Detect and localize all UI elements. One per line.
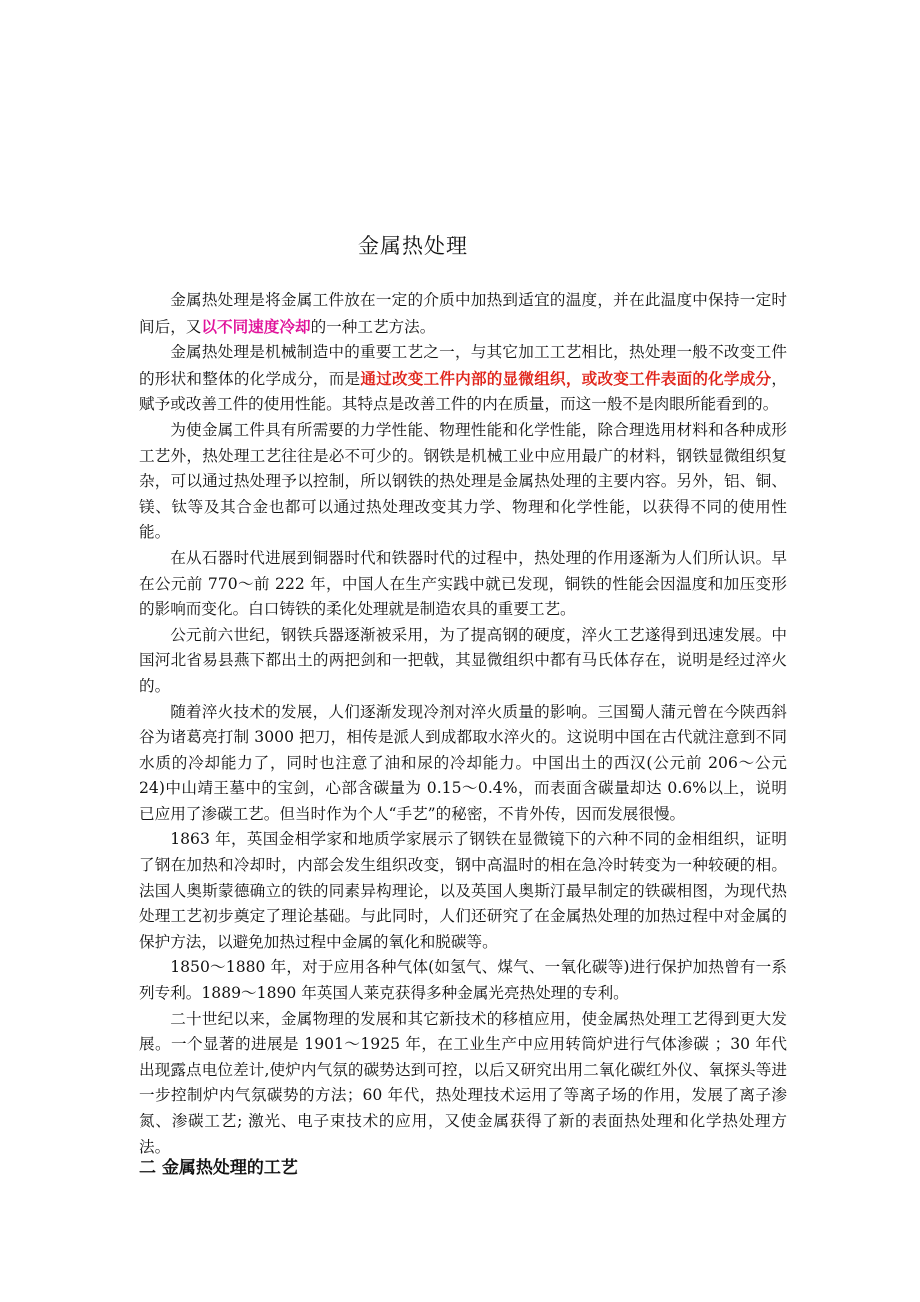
paragraph-importance: [139, 340, 787, 418]
paragraph-text: 为使金属工件具有所需要的力学性能、物理性能和化学性能，除合理选用材料和各种成形工艺外，热处理工艺往往是必不可少的。钢铁是机械工业中应用最广的材料，钢铁显微组织复杂，可以通过热处理予以控制，所以钢铁的热处理是金属热处理的主要内容。另外，铝、铜、镁、钛等及其合金也都可以通过热处理改变其力学、物理和化学性能，以获得不同的使用性能。: [139, 420, 787, 542]
paragraph-text: 1863 年，英国金相学家和地质学家展示了钢铁在显微镜下的六种不同的金相组织，证明了钢在加热和冷却时，内部会发生组织改变，钢中高温时的相在急冷时转变为一种较硬的相。法国人奥斯蒙德确立的铁的同素异构理论，以及英国人奥斯汀最早制定的铁碳相图，为现代热处理工艺初步奠定了理论基础。与此同时，人们还研究了在金属热处理的加热过程中对金属的保护方法，以避免加热过程中金属的氧化和脱碳等。: [139, 830, 787, 951]
section-heading: 二 金属热处理的工艺: [139, 1158, 298, 1178]
paragraph-text: 公元前六世纪，钢铁兵器逐渐被采用，为了提高钢的硬度，淬火工艺遂得到迅速发展。中国河北省易县燕下都出土的两把剑和一把戟，其显微组织中都有马氏体存在，说明是经过淬火的。: [139, 625, 787, 695]
paragraph-text: 在从石器时代进展到铜器时代和铁器时代的过程中，热处理的作用逐渐为人们所认识。早在公元前 770～前 222 年，中国人在生产实践中就已发现，铜铁的性能会因温度和加压变形的影响而变化。白口铸铁的柔化处理就是制造农具的重要工艺。: [139, 548, 787, 619]
paragraph-text: 的一种工艺方法。: [310, 317, 436, 336]
paragraph-text: 二十世纪以来，金属物理的发展和其它新技术的移植应用，使金属热处理工艺得到更大发展。一个显著的进展是 1901～1925 年，在工业生产中应用转筒炉进行气体渗碳 ；30 年代出现露点电位差计,使炉内气氛的碳势达到可控，以后又研究出用二氧化碳红外仪、氧探头等进一步控制炉内气氛碳势的方法；60 年代，热处理技术运用了等离子场的作用，发展了离子渗氮、渗碳工艺; 激光、电子束技术的应用，又使金属获得了新的表面热处理和化学热处理方法。: [139, 1009, 787, 1156]
highlighted-text: 通过改变工件内部的显微组织，或改变工件表面的化学成分: [360, 368, 772, 388]
paragraph-text: 1850～1880 年，对于应用各种气体(如氢气、煤气、一氧化碳等)进行保护加热曾有一系列专利。1889～1890 年英国人莱克获得多种金属光亮热处理的专利。: [139, 958, 787, 1003]
paragraph-text: 随着淬火技术的发展，人们逐渐发现冷剂对淬火质量的影响。三国蜀人蒲元曾在今陕西斜谷为诸葛亮打制 3000 把刀，相传是派人到成都取水淬火的。这说明中国在古代就注意到不同水质的冷却能力了，同时也注意了油和尿的冷却能力。中国出土的西汉(公元前 206～公元 24)中山靖王墓中的宝剑，心部含碳量为 0.15～0.4%，而表面含碳量却达 0.6%以上，说明已应用了渗碳工艺。但当时作为个人“手艺”的秘密，不肯外传，因而发展很慢。: [139, 702, 787, 823]
paragraph-text: ，赋予或改善工件的使用性能。其特点是改善工件的内在质量，而这一般不是肉眼所能看到的。: [139, 369, 787, 414]
document-title: 金属热处理: [358, 234, 468, 258]
paragraph-definition: [139, 288, 787, 340]
highlighted-text: 以不同速度冷却: [201, 316, 311, 336]
document-body: [139, 288, 787, 1160]
paragraph-text: 金属热处理是机械制造中的重要工艺之一，与其它加工工艺相比，热处理一般不改变工件的形状和整体的化学成分，而是: [139, 343, 787, 388]
paragraph-text: 金属热处理是将金属工件放在一定的介质中加热到适宜的温度，并在此温度中保持一定时间后，又: [139, 291, 787, 336]
